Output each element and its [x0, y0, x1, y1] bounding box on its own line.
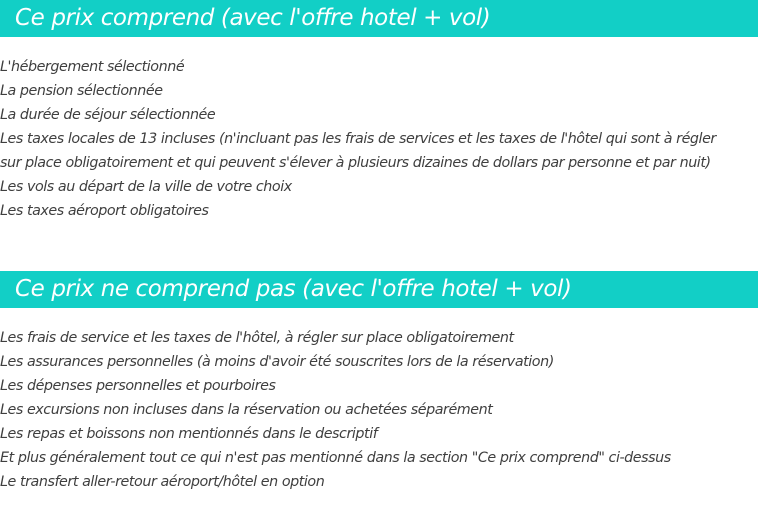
price-includes-section	[0, 0, 758, 223]
list-item: Les vols au départ de la ville de votre choix	[0, 179, 292, 195]
list-item: La durée de séjour sélectionnée	[0, 107, 216, 123]
list-item: Les assurances personnelles (à moins d'avoir été souscrites lors de la réservation)	[0, 354, 554, 370]
price-excludes-section	[0, 271, 758, 494]
list-item: Les taxes locales de 13 incluses (n'incluant pas les frais de services et les taxes de l'hôtel qui sont à régler sur place obligatoirement et qui peuvent s'élever à plusieurs dizaines de dollars par personne et par nuit)	[0, 131, 716, 171]
list-item: Les excursions non incluses dans la réservation ou achetées séparément	[0, 402, 493, 418]
price-excludes-list	[0, 326, 728, 494]
list-item: Les frais de service et les taxes de l'hôtel, à régler sur place obligatoirement	[0, 330, 514, 346]
price-includes-heading: Ce prix comprend (avec l'offre hotel + vol)	[0, 0, 758, 37]
list-item: Le transfert aller-retour aéroport/hôtel en option	[0, 474, 325, 490]
list-item: La pension sélectionnée	[0, 83, 163, 99]
list-item: L'hébergement sélectionné	[0, 59, 185, 75]
list-item: Les repas et boissons non mentionnés dans le descriptif	[0, 426, 378, 442]
list-item: Les taxes aéroport obligatoires	[0, 203, 209, 219]
list-item: Et plus généralement tout ce qui n'est pas mentionné dans la section "Ce prix comprend" ci-dessus	[0, 450, 671, 466]
price-includes-list	[0, 55, 728, 223]
list-item: Les dépenses personnelles et pourboires	[0, 378, 276, 394]
price-excludes-heading: Ce prix ne comprend pas (avec l'offre hotel + vol)	[0, 271, 758, 308]
